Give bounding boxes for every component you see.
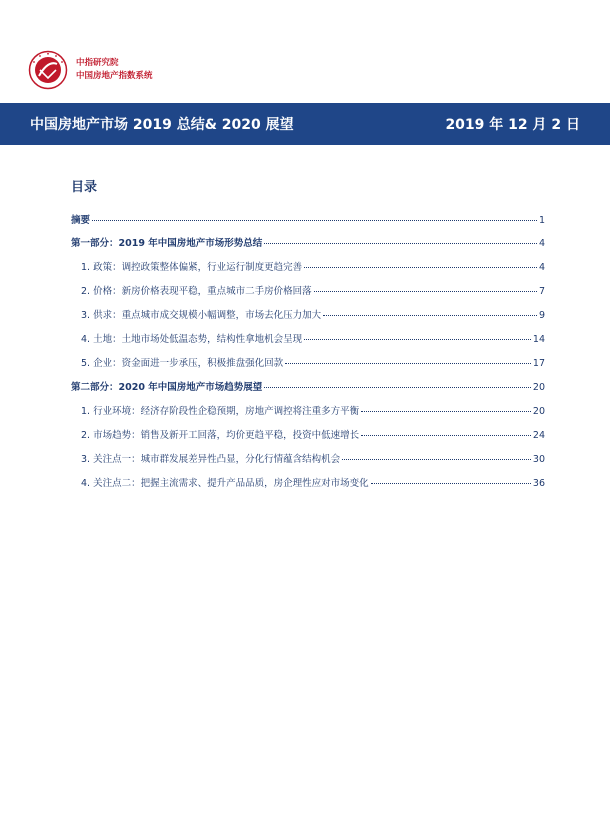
toc-entry-page: 20 bbox=[532, 406, 545, 417]
toc-leader-dots bbox=[371, 483, 531, 484]
toc-entry[interactable] bbox=[71, 355, 545, 369]
toc-title: 目录 bbox=[71, 180, 98, 195]
toc-entry[interactable] bbox=[71, 451, 545, 465]
toc-entry-page: 36 bbox=[532, 478, 545, 489]
toc-entry-page: 20 bbox=[532, 382, 545, 393]
org-logo-icon bbox=[28, 50, 68, 90]
report-title: 中国房地产市场 2019 总结& 2020 展望 bbox=[30, 117, 294, 133]
toc-entry[interactable] bbox=[71, 475, 545, 489]
toc-entry-label: 4. 土地：土地市场处低温态势，结构性拿地机会呈现 bbox=[81, 334, 303, 345]
toc-entry-label: 2. 市场趋势：销售及新开工回落，均价更趋平稳，投资中低速增长 bbox=[81, 430, 360, 441]
toc-leader-dots bbox=[304, 339, 531, 340]
toc-leader-dots bbox=[361, 435, 531, 436]
toc-leader-dots bbox=[264, 243, 537, 244]
toc-leader-dots bbox=[264, 387, 531, 388]
toc-entry-label: 3. 关注点一：城市群发展差异性凸显，分化行情蕴含结构机会 bbox=[81, 454, 341, 465]
toc-entry[interactable] bbox=[71, 403, 545, 417]
toc-leader-dots bbox=[361, 411, 531, 412]
toc-leader-dots bbox=[323, 315, 537, 316]
toc-entry[interactable] bbox=[71, 283, 545, 297]
toc-entry-label: 1. 行业环境：经济存阶段性企稳预期，房地产调控将注重多方平衡 bbox=[81, 406, 360, 417]
toc-entry-page: 9 bbox=[538, 310, 545, 321]
toc-entry-page: 4 bbox=[538, 238, 545, 249]
toc-leader-dots bbox=[92, 220, 537, 221]
toc-entry-label: 2. 价格：新房价格表现平稳，重点城市二手房价格回落 bbox=[81, 286, 312, 297]
toc-entry[interactable] bbox=[71, 259, 545, 273]
report-date: 2019 年 12 月 2 日 bbox=[445, 117, 580, 133]
toc-entry-label: 4. 关注点二：把握主流需求、提升产品品质，房企理性应对市场变化 bbox=[81, 478, 369, 489]
toc-entry-label: 第一部分：2019 年中国房地产市场形势总结 bbox=[71, 238, 263, 249]
toc-entry-label: 第二部分：2020 年中国房地产市场趋势展望 bbox=[71, 382, 263, 393]
toc-entry-label: 3. 供求：重点城市成交规模小幅调整，市场去化压力加大 bbox=[81, 310, 322, 321]
toc-entry[interactable] bbox=[71, 307, 545, 321]
toc-entry[interactable] bbox=[71, 235, 545, 249]
toc-leader-dots bbox=[314, 291, 537, 292]
toc-leader-dots bbox=[285, 363, 531, 364]
toc-entry-page: 1 bbox=[538, 215, 545, 226]
org-name: 中指研究院 bbox=[76, 58, 119, 68]
toc-entry-page: 30 bbox=[532, 454, 545, 465]
title-banner bbox=[0, 103, 610, 145]
toc-entry-page: 24 bbox=[532, 430, 545, 441]
toc-leader-dots bbox=[304, 267, 537, 268]
header-logo-block bbox=[28, 50, 153, 90]
toc-entry[interactable] bbox=[71, 427, 545, 441]
toc-entry[interactable] bbox=[71, 379, 545, 393]
toc-entry[interactable] bbox=[71, 331, 545, 345]
org-subtitle: 中国房地产指数系统 bbox=[76, 71, 153, 81]
org-text bbox=[76, 57, 153, 83]
toc-entry-page: 14 bbox=[532, 334, 545, 345]
toc-leader-dots bbox=[342, 459, 531, 460]
toc-entry-page: 17 bbox=[532, 358, 545, 369]
toc-entry-label: 摘要 bbox=[71, 215, 91, 226]
toc-entry[interactable] bbox=[71, 212, 545, 226]
toc-entry-page: 4 bbox=[538, 262, 545, 273]
toc-entry-label: 5. 企业：资金面进一步承压，积极推盘强化回款 bbox=[81, 358, 284, 369]
toc-entry-page: 7 bbox=[538, 286, 545, 297]
toc-entry-label: 1. 政策：调控政策整体偏紧，行业运行制度更趋完善 bbox=[81, 262, 303, 273]
